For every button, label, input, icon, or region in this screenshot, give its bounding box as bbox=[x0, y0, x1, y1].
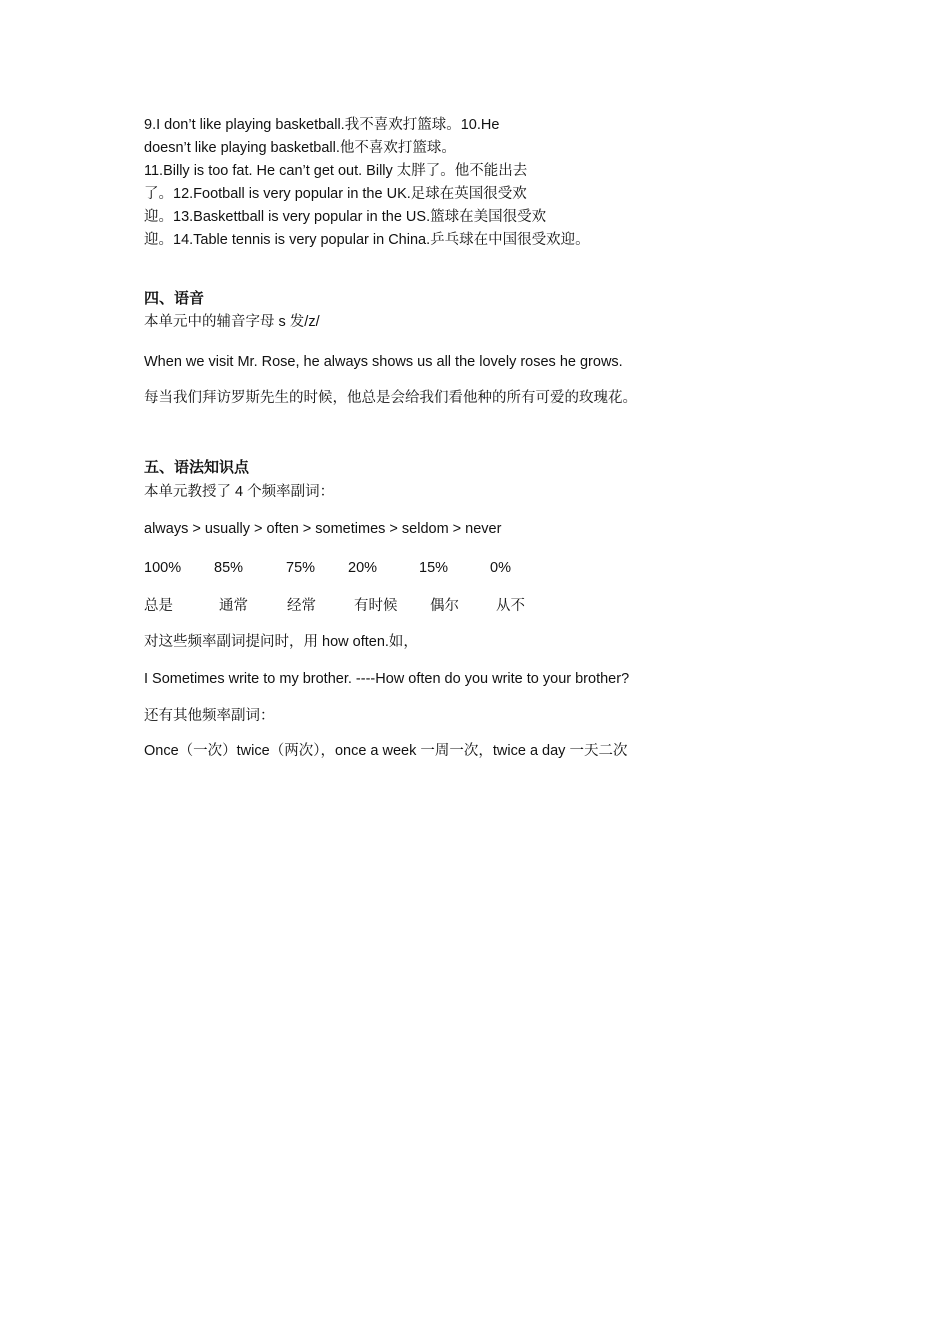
other-adverbs-title: 还有其他频率副词： bbox=[144, 708, 275, 724]
percent-usually: 85% bbox=[214, 560, 244, 576]
percent-often: 75% bbox=[286, 560, 316, 576]
intro-line-2: doesn’t like playing basketball.他不喜欢打篮球。 bbox=[144, 140, 456, 156]
intro-line-4: 了。12.Football is very popular in the UK.足球在英国很受欢 bbox=[144, 186, 527, 202]
intro-line-1: 9.I don’t like playing basketball.我不喜欢打篮球。10.He bbox=[144, 117, 500, 133]
section4-example-cn: 每当我们拜访罗斯先生的时候，他总是会给我们看他种的所有可爱的玫瑰花。 bbox=[144, 390, 637, 406]
percent-seldom: 15% bbox=[419, 560, 449, 576]
adverb-order: always > usually > often > sometimes > seldom > never bbox=[144, 521, 502, 537]
section4-subtitle: 本单元中的辅音字母 s 发/z/ bbox=[144, 314, 320, 330]
meaning-always: 总是 bbox=[144, 598, 173, 614]
percent-always: 100% bbox=[144, 560, 182, 576]
how-often-example: I Sometimes write to my brother. ----How often do you write to your brother? bbox=[144, 671, 630, 687]
question-note: 对这些频率副词提问时，用 how often.如， bbox=[144, 634, 418, 650]
intro-line-3: 11.Billy is too fat. He can’t get out. Billy 太胖了。他不能出去 bbox=[144, 163, 528, 179]
meaning-often: 经常 bbox=[287, 598, 316, 614]
intro-line-6: 迎。14.Table tennis is very popular in China.乒乓球在中国很受欢迎。 bbox=[144, 232, 590, 248]
percent-never: 0% bbox=[490, 560, 511, 576]
meaning-sometimes: 有时候 bbox=[354, 598, 398, 614]
meaning-never: 从不 bbox=[496, 598, 525, 614]
meaning-usually: 通常 bbox=[219, 598, 248, 614]
section5-subtitle: 本单元教授了 4 个频率副词： bbox=[144, 484, 335, 500]
section4-heading: 四、语音 bbox=[144, 290, 205, 307]
section4-example-en: When we visit Mr. Rose, he always shows us all the lovely roses he grows. bbox=[144, 354, 623, 370]
intro-line-5: 迎。13.Baskettball is very popular in the US.篮球在美国很受欢 bbox=[144, 209, 547, 225]
percent-sometimes: 20% bbox=[348, 560, 378, 576]
meaning-seldom: 偶尔 bbox=[430, 598, 459, 614]
other-adverbs-examples: Once（一次）twice（两次），once a week 一周一次，twice a day 一天二次 bbox=[144, 743, 628, 759]
section5-heading: 五、语法知识点 bbox=[144, 459, 250, 476]
